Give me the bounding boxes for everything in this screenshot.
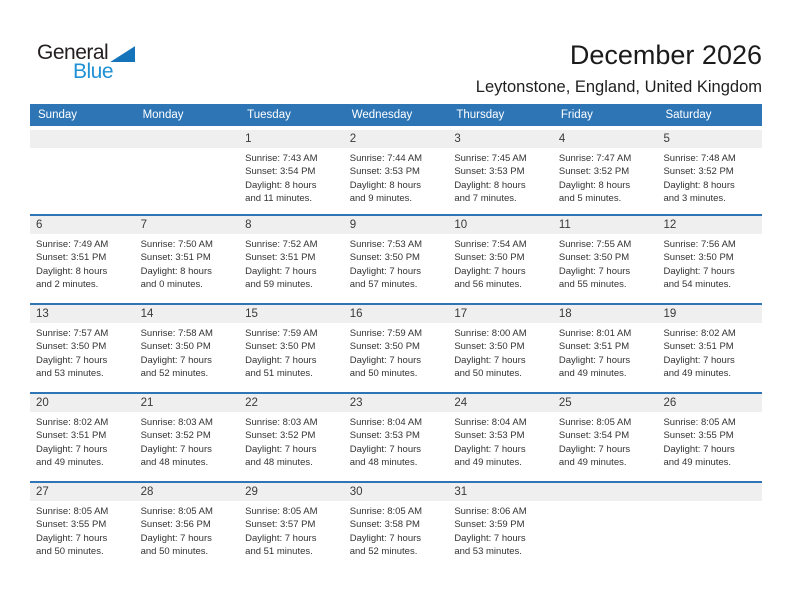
sunrise-text: Sunrise: 7:43 AM (245, 153, 318, 164)
day-number: 1 (239, 130, 344, 148)
day-number: 10 (448, 216, 553, 234)
daylight-text: Daylight: 7 hours and 50 minutes. (349, 354, 422, 380)
day-number: 15 (239, 305, 344, 323)
sunrise-text: Sunrise: 7:53 AM (349, 239, 423, 250)
sunset-text: Sunset: 3:56 PM (140, 519, 211, 531)
sunrise-text: Sunrise: 8:04 AM (454, 417, 527, 428)
day-number: 9 (344, 216, 449, 234)
sunrise-text: Sunrise: 7:59 AM (349, 328, 423, 339)
calendar-week-row (30, 392, 762, 481)
sunrise-text: Sunrise: 8:05 AM (36, 506, 109, 517)
calendar-week-row (30, 481, 762, 570)
day-cell (448, 305, 553, 392)
day-number: 2 (344, 130, 449, 148)
day-header-row (30, 104, 762, 126)
day-details (448, 412, 553, 470)
day-cell (344, 130, 449, 214)
day-details (344, 234, 449, 292)
daylight-text: Daylight: 8 hours and 9 minutes. (349, 179, 422, 205)
day-details (135, 412, 240, 470)
daylight-text: Daylight: 8 hours and 5 minutes. (558, 179, 631, 205)
day-details (657, 412, 762, 470)
daylight-text: Daylight: 7 hours and 54 minutes. (663, 265, 735, 291)
day-cell (344, 216, 449, 303)
sunrise-text: Sunrise: 7:57 AM (36, 328, 109, 339)
day-details (30, 234, 135, 292)
day-cell (239, 216, 344, 303)
day-number (657, 483, 762, 501)
sunset-text: Sunset: 3:52 PM (245, 430, 316, 442)
day-number: 26 (657, 394, 762, 412)
day-details (553, 148, 658, 206)
day-details (448, 234, 553, 292)
sunset-text: Sunset: 3:50 PM (349, 341, 420, 353)
day-header-sunday: Sunday (38, 109, 78, 121)
day-header-thursday: Thursday (456, 109, 505, 121)
daylight-text: Daylight: 7 hours and 48 minutes. (245, 443, 317, 469)
day-cell (448, 394, 553, 481)
day-details (344, 501, 449, 559)
sunset-text: Sunset: 3:59 PM (454, 519, 525, 531)
daylight-text: Daylight: 7 hours and 52 minutes. (349, 532, 422, 558)
day-number: 25 (553, 394, 658, 412)
day-header-monday: Monday (142, 109, 184, 121)
day-number: 8 (239, 216, 344, 234)
day-cell (448, 130, 553, 214)
day-details (553, 323, 658, 381)
day-cell (135, 216, 240, 303)
sunset-text: Sunset: 3:53 PM (454, 430, 525, 442)
day-number: 22 (239, 394, 344, 412)
daylight-text: Daylight: 7 hours and 52 minutes. (140, 354, 212, 380)
day-cell (135, 483, 240, 570)
day-cell (239, 483, 344, 570)
day-number: 12 (657, 216, 762, 234)
day-cell (657, 130, 762, 214)
sunset-text: Sunset: 3:51 PM (140, 252, 211, 264)
sunrise-text: Sunrise: 7:56 AM (663, 239, 736, 250)
day-number: 19 (657, 305, 762, 323)
day-cell (657, 216, 762, 303)
daylight-text: Daylight: 7 hours and 55 minutes. (558, 265, 631, 291)
day-number: 18 (553, 305, 658, 323)
day-details (30, 412, 135, 470)
sunset-text: Sunset: 3:55 PM (663, 430, 734, 442)
day-cell (30, 483, 135, 570)
sunrise-text: Sunrise: 7:55 AM (558, 239, 632, 250)
day-details (553, 501, 658, 505)
day-number: 7 (135, 216, 240, 234)
daylight-text: Daylight: 7 hours and 50 minutes. (140, 532, 212, 558)
calendar-week-row (30, 303, 762, 392)
day-details (553, 412, 658, 470)
sunset-text: Sunset: 3:54 PM (558, 430, 630, 442)
day-details (239, 148, 344, 206)
header-titles (476, 40, 762, 97)
day-cell (239, 394, 344, 481)
day-number: 3 (448, 130, 553, 148)
sunset-text: Sunset: 3:52 PM (558, 166, 630, 178)
sunset-text: Sunset: 3:51 PM (36, 430, 107, 442)
day-cell (657, 305, 762, 392)
sunrise-text: Sunrise: 7:45 AM (454, 153, 527, 164)
sunset-text: Sunset: 3:50 PM (663, 252, 734, 264)
day-cell (30, 216, 135, 303)
sunset-text: Sunset: 3:50 PM (454, 252, 525, 264)
day-details (344, 412, 449, 470)
day-details (239, 501, 344, 559)
sunset-text: Sunset: 3:50 PM (558, 252, 630, 264)
day-cell (553, 130, 658, 214)
sunrise-text: Sunrise: 7:44 AM (349, 153, 423, 164)
empty-day-cell (30, 130, 135, 214)
day-number: 13 (30, 305, 135, 323)
daylight-text: Daylight: 7 hours and 51 minutes. (245, 354, 317, 380)
empty-day-cell (657, 483, 762, 570)
daylight-text: Daylight: 7 hours and 53 minutes. (36, 354, 108, 380)
sunrise-text: Sunrise: 8:02 AM (663, 328, 736, 339)
sunrise-text: Sunrise: 7:52 AM (245, 239, 318, 250)
day-cell (448, 483, 553, 570)
logo-triangle-icon (110, 46, 135, 62)
day-number (135, 130, 240, 148)
sunset-text: Sunset: 3:50 PM (140, 341, 211, 353)
sunrise-text: Sunrise: 8:03 AM (245, 417, 318, 428)
sunrise-text: Sunrise: 7:54 AM (454, 239, 527, 250)
daylight-text: Daylight: 7 hours and 48 minutes. (349, 443, 422, 469)
day-number: 27 (30, 483, 135, 501)
daylight-text: Daylight: 8 hours and 11 minutes. (245, 179, 317, 205)
sunrise-text: Sunrise: 8:05 AM (349, 506, 423, 517)
day-number: 31 (448, 483, 553, 501)
day-number: 16 (344, 305, 449, 323)
sunrise-text: Sunrise: 8:06 AM (454, 506, 527, 517)
sunrise-text: Sunrise: 8:02 AM (36, 417, 109, 428)
day-cell (344, 483, 449, 570)
day-cell (448, 216, 553, 303)
day-details (135, 501, 240, 559)
day-details (239, 412, 344, 470)
day-details (657, 501, 762, 505)
day-cell (30, 305, 135, 392)
sunrise-text: Sunrise: 8:01 AM (558, 328, 632, 339)
sunset-text: Sunset: 3:53 PM (454, 166, 525, 178)
day-cell (344, 394, 449, 481)
day-cell (239, 305, 344, 392)
daylight-text: Daylight: 7 hours and 59 minutes. (245, 265, 317, 291)
day-cell (135, 305, 240, 392)
day-cell (135, 394, 240, 481)
page-subtitle: Leytonstone, England, United Kingdom (475, 78, 762, 96)
day-number: 29 (239, 483, 344, 501)
sunrise-text: Sunrise: 8:05 AM (663, 417, 736, 428)
sunrise-text: Sunrise: 7:50 AM (140, 239, 213, 250)
sunset-text: Sunset: 3:58 PM (349, 519, 420, 531)
day-header-friday: Friday (560, 109, 593, 121)
day-cell (239, 130, 344, 214)
daylight-text: Daylight: 7 hours and 53 minutes. (454, 532, 526, 558)
day-details (239, 323, 344, 381)
sunrise-text: Sunrise: 7:58 AM (140, 328, 213, 339)
sunset-text: Sunset: 3:52 PM (140, 430, 211, 442)
sunset-text: Sunset: 3:54 PM (245, 166, 316, 178)
sunset-text: Sunset: 3:51 PM (558, 341, 630, 353)
day-number: 21 (135, 394, 240, 412)
sunset-text: Sunset: 3:53 PM (349, 166, 420, 178)
sunset-text: Sunset: 3:51 PM (663, 341, 734, 353)
calendar-table (30, 104, 762, 570)
day-details (135, 234, 240, 292)
sunrise-text: Sunrise: 8:05 AM (558, 417, 632, 428)
day-number: 6 (30, 216, 135, 234)
day-details (448, 148, 553, 206)
day-details (344, 148, 449, 206)
sunrise-text: Sunrise: 7:49 AM (36, 239, 109, 250)
day-details (657, 234, 762, 292)
daylight-text: Daylight: 7 hours and 49 minutes. (558, 354, 631, 380)
daylight-text: Daylight: 7 hours and 49 minutes. (454, 443, 526, 469)
daylight-text: Daylight: 7 hours and 49 minutes. (558, 443, 631, 469)
daylight-text: Daylight: 8 hours and 7 minutes. (454, 179, 526, 205)
day-number: 11 (553, 216, 658, 234)
general-blue-logo (37, 42, 135, 81)
day-number: 20 (30, 394, 135, 412)
calendar-week-row (30, 214, 762, 303)
day-number: 4 (553, 130, 658, 148)
daylight-text: Daylight: 7 hours and 57 minutes. (349, 265, 422, 291)
day-number: 17 (448, 305, 553, 323)
empty-day-cell (553, 483, 658, 570)
daylight-text: Daylight: 8 hours and 0 minutes. (140, 265, 212, 291)
sunrise-text: Sunrise: 8:05 AM (140, 506, 213, 517)
day-details (657, 323, 762, 381)
sunset-text: Sunset: 3:50 PM (454, 341, 525, 353)
sunset-text: Sunset: 3:57 PM (245, 519, 316, 531)
day-header-wednesday: Wednesday (351, 109, 413, 121)
calendar-grid (30, 130, 762, 570)
daylight-text: Daylight: 7 hours and 48 minutes. (140, 443, 212, 469)
day-cell (553, 216, 658, 303)
sunset-text: Sunset: 3:50 PM (349, 252, 420, 264)
day-cell (657, 394, 762, 481)
day-details (344, 323, 449, 381)
sunset-text: Sunset: 3:55 PM (36, 519, 107, 531)
daylight-text: Daylight: 8 hours and 2 minutes. (36, 265, 108, 291)
day-number: 30 (344, 483, 449, 501)
sunset-text: Sunset: 3:51 PM (36, 252, 107, 264)
day-cell (553, 394, 658, 481)
day-cell (553, 305, 658, 392)
day-details (239, 234, 344, 292)
sunset-text: Sunset: 3:50 PM (245, 341, 316, 353)
sunset-text: Sunset: 3:53 PM (349, 430, 420, 442)
calendar-week-row (30, 130, 762, 214)
daylight-text: Daylight: 7 hours and 49 minutes. (663, 443, 735, 469)
sunrise-text: Sunrise: 7:48 AM (663, 153, 736, 164)
page-title: December 2026 (569, 40, 762, 70)
sunrise-text: Sunrise: 8:05 AM (245, 506, 318, 517)
day-details (30, 323, 135, 381)
empty-day-cell (135, 130, 240, 214)
day-number (30, 130, 135, 148)
sunrise-text: Sunrise: 8:00 AM (454, 328, 527, 339)
sunset-text: Sunset: 3:51 PM (245, 252, 316, 264)
daylight-text: Daylight: 7 hours and 51 minutes. (245, 532, 317, 558)
daylight-text: Daylight: 7 hours and 50 minutes. (454, 354, 526, 380)
logo-general-text: General (37, 41, 109, 64)
day-details (448, 323, 553, 381)
sunset-text: Sunset: 3:52 PM (663, 166, 734, 178)
sunrise-text: Sunrise: 8:04 AM (349, 417, 423, 428)
day-number: 24 (448, 394, 553, 412)
day-cell (344, 305, 449, 392)
day-details (553, 234, 658, 292)
day-details (657, 148, 762, 206)
day-cell (30, 394, 135, 481)
day-header-tuesday: Tuesday (247, 109, 291, 121)
sunrise-text: Sunrise: 7:59 AM (245, 328, 318, 339)
day-details (30, 148, 135, 152)
day-number (553, 483, 658, 501)
sunrise-text: Sunrise: 8:03 AM (140, 417, 213, 428)
daylight-text: Daylight: 7 hours and 49 minutes. (36, 443, 108, 469)
sunset-text: Sunset: 3:50 PM (36, 341, 107, 353)
daylight-text: Daylight: 8 hours and 3 minutes. (663, 179, 735, 205)
daylight-text: Daylight: 7 hours and 49 minutes. (663, 354, 735, 380)
daylight-text: Daylight: 7 hours and 50 minutes. (36, 532, 108, 558)
day-details (30, 501, 135, 559)
daylight-text: Daylight: 7 hours and 56 minutes. (454, 265, 526, 291)
day-number: 23 (344, 394, 449, 412)
logo-blue-text: Blue (73, 60, 114, 83)
day-number: 14 (135, 305, 240, 323)
day-details (135, 323, 240, 381)
day-number: 5 (657, 130, 762, 148)
day-header-saturday: Saturday (665, 109, 712, 121)
day-details (448, 501, 553, 559)
day-number: 28 (135, 483, 240, 501)
day-details (135, 148, 240, 152)
sunrise-text: Sunrise: 7:47 AM (558, 153, 632, 164)
